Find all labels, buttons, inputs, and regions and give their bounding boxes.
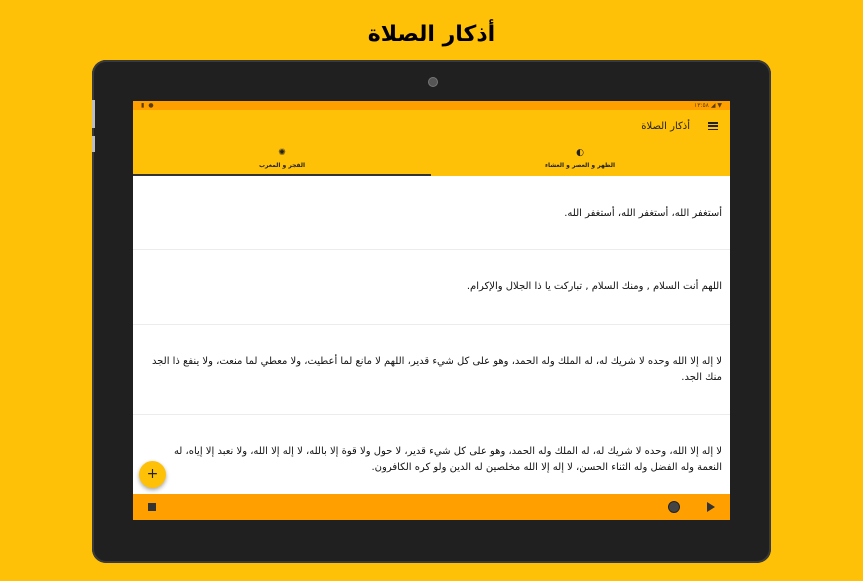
dhikr-text: أستغفر الله، أستغفر الله، أستغفر الله. — [564, 208, 722, 219]
status-left — [141, 102, 154, 109]
dhikr-text: لا إله إلا الله وحده لا شريك له، له الملك وله الحمد، وهو على كل شيء قدير، اللهم لا مانع لما أعطيت، ولا معطي لما منعت، ولا ينفع ذا الجد منك الجد. — [151, 356, 722, 383]
player-bar — [133, 494, 730, 520]
adhkar-list — [133, 176, 730, 505]
menu-icon[interactable] — [708, 122, 718, 130]
add-button[interactable]: + — [139, 461, 166, 488]
record-icon[interactable] — [668, 501, 680, 513]
tab-fajr-maghrib[interactable] — [133, 144, 431, 176]
app-title: أذكار الصلاة — [641, 121, 690, 132]
app-bar — [133, 110, 730, 144]
camera-icon — [428, 77, 438, 87]
tab-dhuhr-asr-isha[interactable] — [431, 144, 729, 176]
notification-icon: ● — [148, 102, 154, 109]
dhikr-text: لا إله إلا الله، وحده لا شريك له، له الملك وله الحمد، وهو على كل شيء قدير، لا حول ولا قوة إلا بالله، لا إله إلا الله، ولا نعبد إلا إياه، له النعمة وله الفضل وله الثناء الحسن، لا إله إلا الله مخلصين له الدين ولو كره الكافرون. — [173, 446, 722, 473]
sunrise-icon: ✺ — [278, 148, 286, 158]
app-screen — [133, 101, 730, 520]
signal-icon: ◢ — [710, 102, 716, 109]
power-button — [92, 136, 95, 152]
play-icon[interactable] — [707, 502, 715, 512]
list-item[interactable] — [133, 176, 730, 250]
volume-button — [92, 100, 95, 128]
list-item[interactable] — [133, 415, 730, 505]
battery-icon: ▮ — [141, 102, 145, 109]
tab-label: الفجر و المغرب — [258, 162, 306, 169]
half-sun-icon: ◐ — [576, 148, 584, 158]
list-item[interactable] — [133, 250, 730, 325]
wifi-icon: ▼ — [717, 102, 722, 109]
status-time: ١٣:٥٨ — [693, 102, 709, 109]
status-bar — [133, 101, 730, 110]
dhikr-text: اللهم أنت السلام , ومنك السلام , تباركت يا ذا الجلال والإكرام. — [466, 281, 722, 292]
page-headline: أذكار الصلاة — [367, 22, 496, 47]
stop-icon[interactable] — [148, 503, 156, 511]
status-right — [694, 102, 722, 109]
tab-bar — [133, 144, 730, 176]
tab-label: الظهر و العصر و العشاء — [544, 162, 616, 169]
list-item[interactable] — [133, 325, 730, 415]
